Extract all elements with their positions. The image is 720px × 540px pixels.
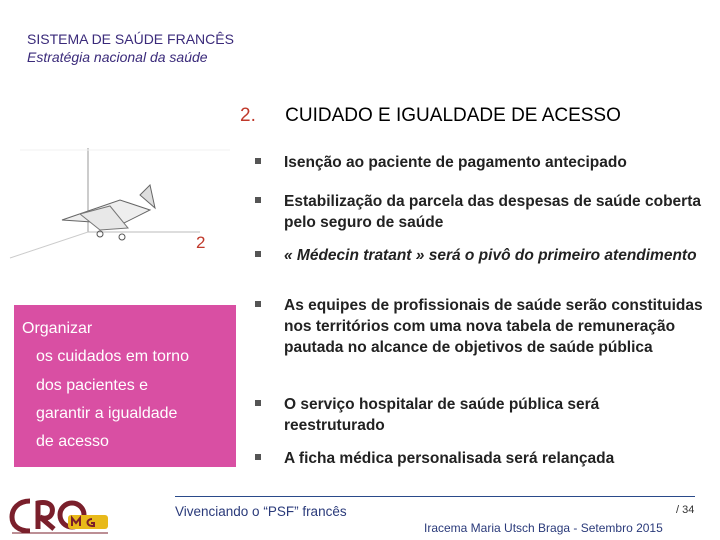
footer-caption: Vivenciando o “PSF” francês	[175, 504, 347, 519]
section-title: CUIDADO E IGUALDADE DE ACESSO	[285, 105, 621, 126]
slide-subtitle: Estratégia nacional da saúde	[27, 49, 208, 65]
section-number: 2.	[240, 105, 256, 126]
summary-line: Organizar	[22, 320, 93, 337]
slide-title: SISTEMA DE SAÚDE FRANCÊS	[27, 31, 234, 47]
section-heading	[240, 104, 621, 128]
summary-line: dos pacientes e	[36, 377, 149, 394]
summary-line: de acesso	[36, 433, 109, 450]
sketch-number: 2	[196, 233, 206, 252]
summary-line: garantir a igualdade	[36, 405, 178, 422]
summary-box	[14, 305, 236, 467]
summary-line: os cuidados em torno	[36, 348, 189, 365]
bullet-icon	[255, 454, 261, 460]
bullet-icon	[255, 301, 261, 307]
page-number: / 34	[676, 504, 695, 516]
footer-author: Iracema Maria Utsch Braga - Setembro 2015	[424, 521, 663, 535]
cro-mg-logo-icon	[8, 495, 118, 535]
footer-divider	[175, 496, 695, 497]
bullet-icon	[255, 197, 261, 203]
bullet-icon	[255, 158, 261, 164]
bullet-icon	[255, 251, 261, 257]
slide-header	[27, 30, 234, 66]
bullet-icon	[255, 400, 261, 406]
